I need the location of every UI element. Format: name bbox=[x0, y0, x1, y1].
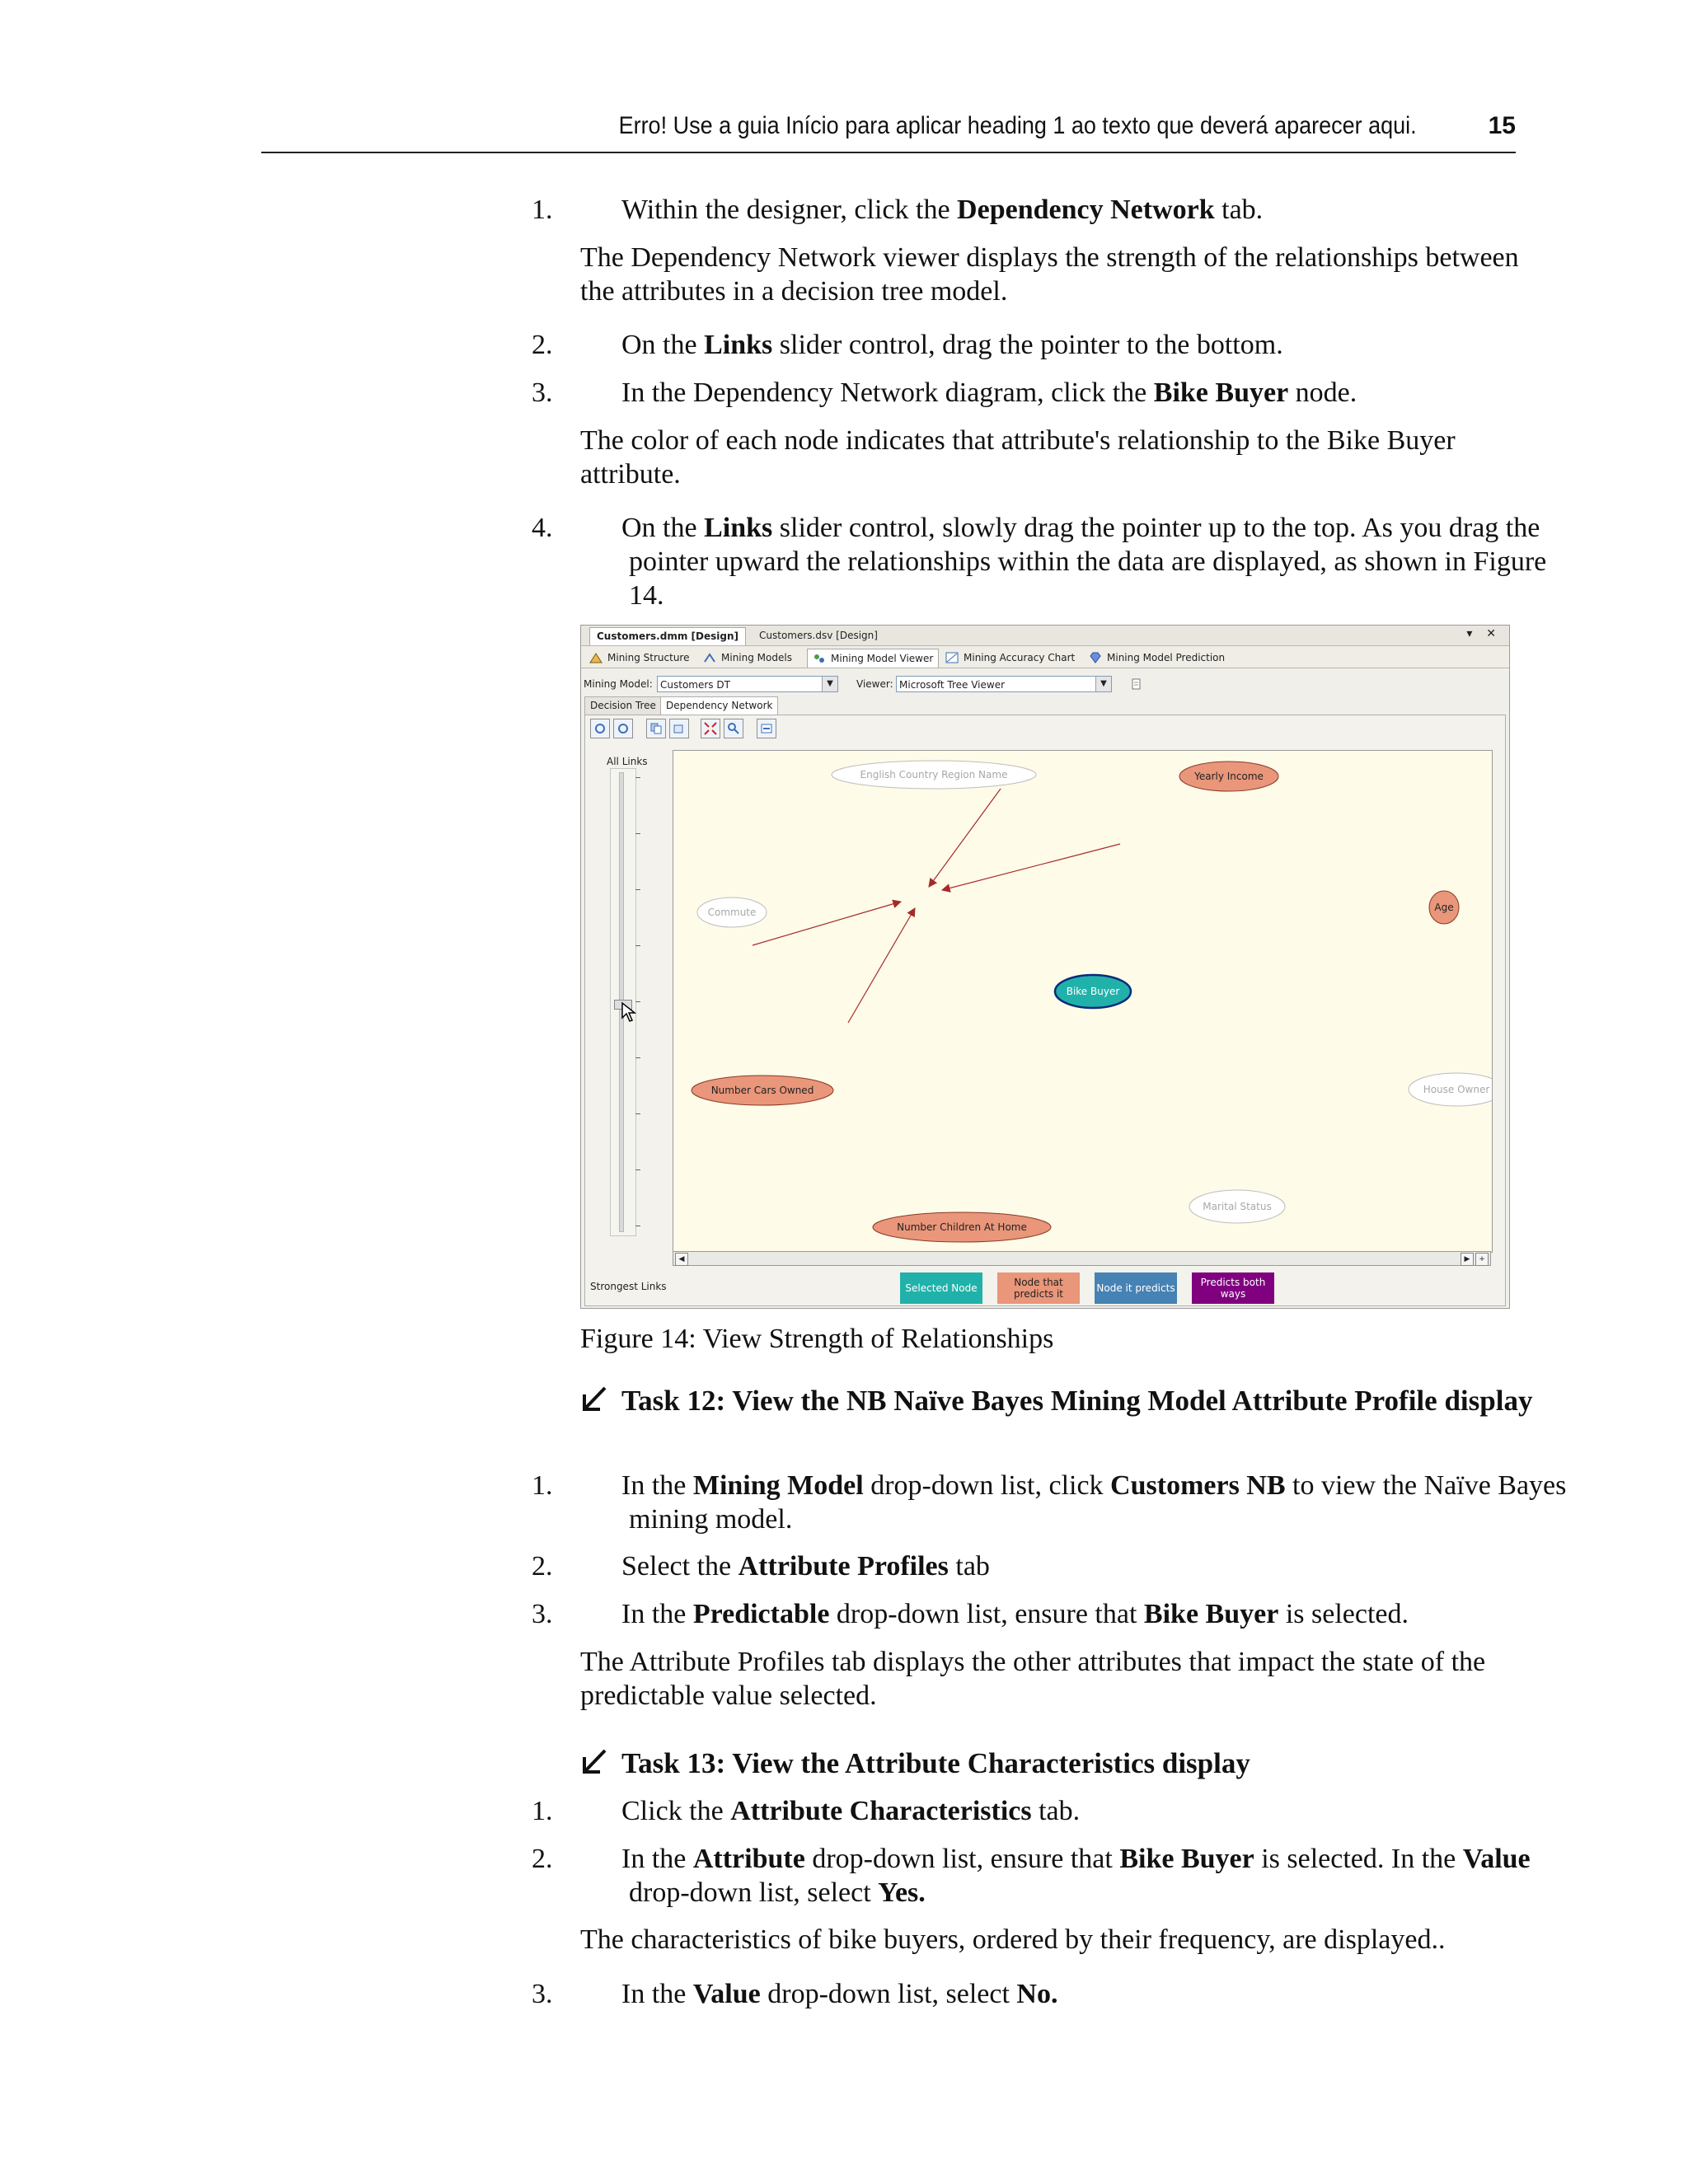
dependency-network-panel bbox=[584, 715, 1506, 1306]
document-tabs bbox=[581, 626, 1509, 646]
header-title: Erro! Use a guia Início para aplicar heading 1 ao texto que deverá aparecer aqui. bbox=[618, 112, 1417, 139]
links-slider[interactable] bbox=[610, 768, 636, 1236]
accuracy-chart-icon bbox=[945, 652, 959, 663]
designer-tabs bbox=[581, 646, 1509, 668]
node-bike-buyer-label: Bike Buyer bbox=[1066, 986, 1120, 997]
task-12-step-2: 2. Select the Attribute Profiles tab bbox=[532, 1551, 990, 1582]
step-3: 3. In the Dependency Network diagram, click the Bike Buyer node. bbox=[532, 377, 1357, 408]
zoom-out-button[interactable] bbox=[613, 719, 633, 738]
node-commute-label: Commute bbox=[707, 907, 757, 918]
figure-caption: Figure 14: View Strength of Relationships bbox=[580, 1324, 1054, 1354]
running-header bbox=[261, 109, 1516, 153]
task-13-paragraph: The characteristics of bike buyers, ordered by their frequency, are displayed.. bbox=[580, 1924, 1446, 1955]
step-2: 2. On the Links slider control, drag the pointer to the bottom. bbox=[532, 330, 1283, 360]
copy-view-button[interactable] bbox=[669, 719, 689, 738]
doc-tab-customers-dmm[interactable]: Customers.dmm [Design] bbox=[589, 627, 746, 645]
legend-predicts-both-ways: Predicts both ways bbox=[1192, 1272, 1274, 1304]
step-1: 1. Within the designer, click the Dependency Network tab. bbox=[532, 194, 1264, 225]
node-number-children-label: Number Children At Home bbox=[897, 1221, 1027, 1233]
copy-icon[interactable] bbox=[1130, 677, 1143, 691]
prediction-gem-icon bbox=[1089, 652, 1102, 663]
task-12-step-1: 1. In the Mining Model drop-down list, click Customers NB to view the Naïve Bayes mining model. bbox=[532, 1470, 1567, 1535]
doc-tab-customers-dsv[interactable]: Customers.dsv [Design] bbox=[759, 630, 878, 641]
tab-mining-models[interactable]: Mining Models bbox=[698, 649, 797, 667]
figure-14-screenshot bbox=[580, 625, 1510, 1309]
task-arrow-icon bbox=[580, 1385, 610, 1414]
viewer-label: Viewer: bbox=[856, 678, 893, 690]
horizontal-scrollbar[interactable] bbox=[673, 1251, 1491, 1266]
mining-models-icon bbox=[703, 652, 716, 663]
dependency-network-graph bbox=[673, 751, 1492, 1252]
task-12-paragraph: The Attribute Profiles tab displays the other attributes that impact the state of the predictable value selected. bbox=[580, 1647, 1486, 1711]
scroll-left-icon[interactable]: ◀ bbox=[675, 1253, 688, 1266]
tab-mining-model-prediction[interactable]: Mining Model Prediction bbox=[1084, 649, 1230, 667]
window-controls[interactable]: ▾ ✕ bbox=[1466, 627, 1501, 640]
paragraph-dependency-viewer: The Dependency Network viewer displays the strength of the relationships between the attributes in a decision tree model. bbox=[580, 242, 1519, 307]
tab-dependency-network[interactable]: Dependency Network bbox=[660, 696, 778, 715]
chevron-down-icon: ▼ bbox=[822, 677, 837, 691]
tab-mining-structure[interactable]: Mining Structure bbox=[584, 649, 695, 667]
mouse-pointer-icon bbox=[621, 1001, 637, 1023]
copy-graph-icon bbox=[650, 723, 662, 734]
task-13-step-1: 1. Click the Attribute Characteristics tab. bbox=[532, 1796, 1081, 1826]
tab-mining-accuracy-chart[interactable]: Mining Accuracy Chart bbox=[940, 649, 1080, 667]
task-arrow-icon bbox=[580, 1747, 610, 1777]
tab-decision-tree[interactable]: Decision Tree bbox=[584, 696, 662, 715]
task-13-step-2: 2. In the Attribute drop-down list, ensure that Bike Buyer is selected. In the Value drop-down list, select Yes. bbox=[532, 1844, 1531, 1908]
chevron-down-icon: ▼ bbox=[1095, 677, 1111, 691]
slider-bottom-label: Strongest Links bbox=[590, 1281, 667, 1292]
step-4: 4. On the Links slider control, slowly drag the pointer up to the top. As you drag the pointer upward the relationships within the data are displayed, as shown in Figure 14. bbox=[532, 513, 1547, 611]
paragraph-node-color: The color of each node indicates that attribute's relationship to the Bike Buyer attribute. bbox=[580, 425, 1456, 490]
edge-number-children-to-bike-buyer bbox=[848, 908, 915, 1023]
viewer-dropdown[interactable]: Microsoft Tree Viewer ▼ bbox=[896, 676, 1112, 692]
copy-view-icon bbox=[673, 723, 685, 734]
task-13-step-3: 3. In the Value drop-down list, select No. bbox=[532, 1979, 1058, 2009]
mining-structure-icon bbox=[589, 652, 603, 663]
node-age-label: Age bbox=[1434, 902, 1454, 913]
mining-model-dropdown[interactable]: Customers DT ▼ bbox=[657, 676, 838, 692]
mining-model-viewer-icon bbox=[813, 653, 826, 664]
legend-selected-node: Selected Node bbox=[900, 1272, 982, 1304]
mining-model-label: Mining Model: bbox=[584, 678, 653, 690]
node-yearly-income-label: Yearly Income bbox=[1194, 771, 1264, 782]
slider-top-label: All Links bbox=[607, 756, 648, 767]
fit-to-window-button[interactable] bbox=[701, 719, 720, 738]
edge-number-cars-to-bike-buyer bbox=[753, 902, 901, 945]
node-english-country-label: English Country Region Name bbox=[860, 769, 1008, 780]
node-house-owner-label: House Owner bbox=[1423, 1084, 1490, 1095]
zoom-in-button[interactable] bbox=[590, 719, 610, 738]
edge-age-to-bike-buyer bbox=[942, 844, 1120, 890]
tab-mining-model-viewer[interactable]: Mining Model Viewer bbox=[807, 649, 939, 668]
find-node-button[interactable] bbox=[724, 719, 743, 738]
find-node-icon bbox=[728, 723, 739, 734]
scroll-right-icon[interactable]: ▶ bbox=[1461, 1253, 1474, 1266]
scroll-expand-icon[interactable]: + bbox=[1475, 1253, 1489, 1266]
copy-graph-button[interactable] bbox=[646, 719, 666, 738]
legend-toggle-button[interactable] bbox=[757, 719, 776, 738]
task-12-heading: Task 12: View the NB Naïve Bayes Mining Model Attribute Profile display bbox=[580, 1381, 1561, 1420]
legend-icon bbox=[761, 723, 772, 734]
legend-node-it-predicts: Node it predicts bbox=[1095, 1272, 1177, 1304]
task-13-heading: Task 13: View the Attribute Characteristics display bbox=[580, 1744, 1561, 1783]
dependency-network-canvas bbox=[673, 750, 1493, 1253]
viewer-controls bbox=[581, 668, 1509, 695]
node-marital-status-label: Marital Status bbox=[1203, 1201, 1272, 1212]
page-number: 15 bbox=[1488, 112, 1516, 139]
task-12-step-3: 3. In the Predictable drop-down list, ensure that Bike Buyer is selected. bbox=[532, 1599, 1409, 1629]
edge-yearly-income-to-bike-buyer bbox=[929, 789, 1001, 887]
fit-window-icon bbox=[704, 722, 717, 735]
legend-node-predicts-it: Node that predicts it bbox=[997, 1272, 1080, 1304]
node-number-cars-label: Number Cars Owned bbox=[710, 1085, 814, 1096]
